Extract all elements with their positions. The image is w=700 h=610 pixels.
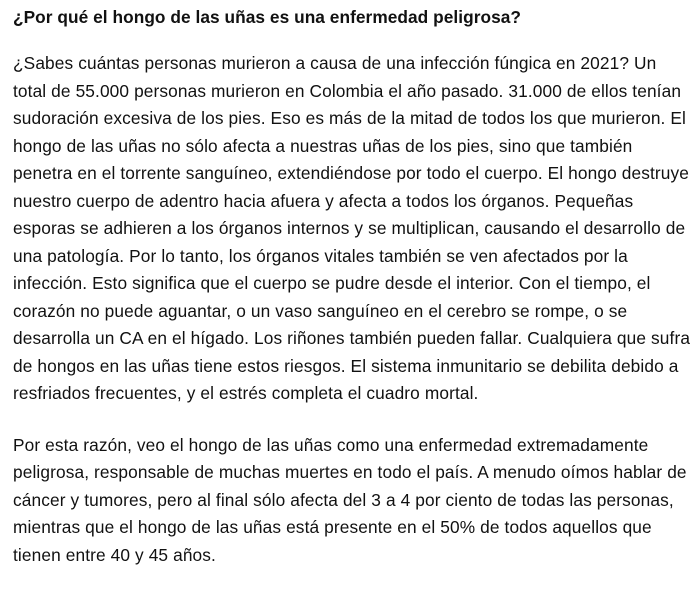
article: [13, 0, 693, 569]
article-heading: ¿Por qué el hongo de las uñas es una enfermedad peligrosa?: [13, 7, 522, 27]
article-paragraph: ¿Sabes cuántas personas murieron a causa de una infección fúngica en 2021? Un total de 55.000 personas murieron en Colombia el año pasado. 31.000 de ellos tenían sudoración excesiva de los pies. Eso es más de la mitad de todos los que murieron. El hongo de las uñas no sólo afecta a nuestras uñas de los pies, sino que también penetra en el torrente sanguíneo, extendiéndose por todo el cuerpo. El hongo destruye nuestro cuerpo de adentro hacia afuera y afecta a todos los órganos. Pequeñas esporas se adhieren a los órganos internos y se multiplican, causando el desarrollo de una patología. Por lo tanto, los órganos vitales también se ven afectados por la infección. Esto significa que el cuerpo se pudre desde el interior. Con el tiempo, el corazón no puede aguantar, o un vaso sanguíneo en el cerebro se rompe, o se desarrolla un CA en el hígado. Los riñones también pueden fallar. Cualquiera que sufra de hongos en las uñas tiene estos riesgos. El sistema inmunitario se debilita debido a resfriados frecuentes, y el estrés completa el cuadro mortal.: [13, 53, 691, 403]
article-paragraph: Por esta razón, veo el hongo de las uñas como una enfermedad extremadamente peligrosa, responsable de muchas muertes en todo el país. A menudo oímos hablar de cáncer y tumores, pero al final sólo afecta del 3 a 4 por ciento de todas las personas, mientras que el hongo de las uñas está presente en el 50% de todos aquellos que tienen entre 40 y 45 años.: [13, 434, 687, 565]
